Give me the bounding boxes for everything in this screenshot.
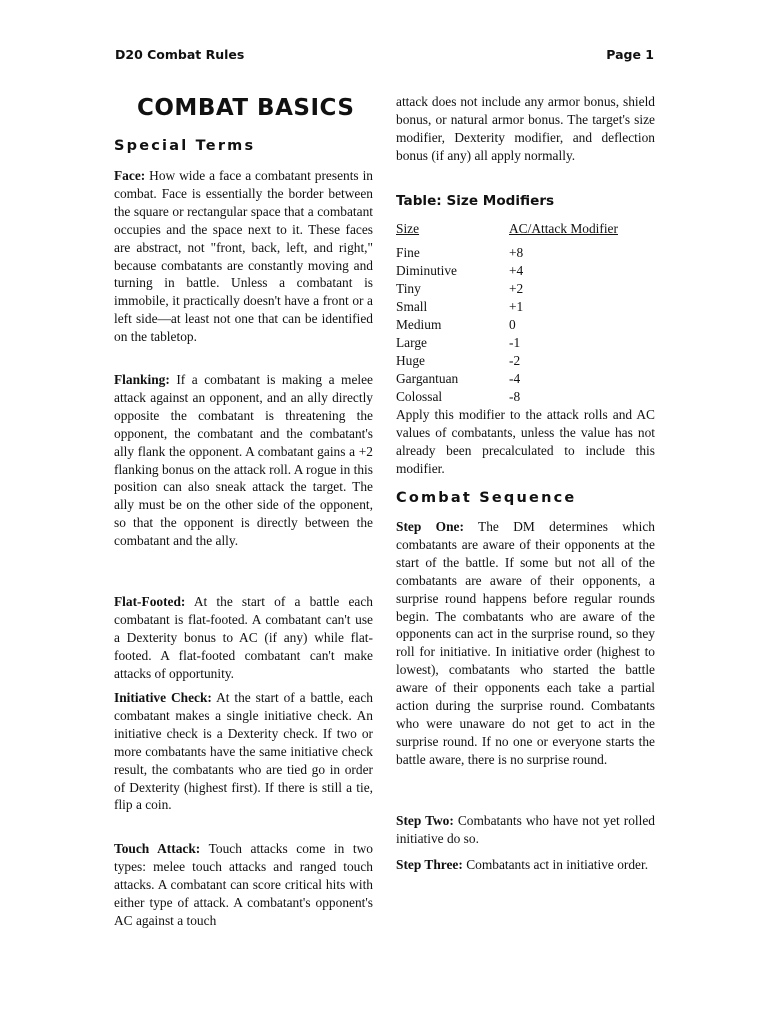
header-title: D20 Combat Rules: [115, 47, 245, 62]
initiative-paragraph: [114, 689, 373, 814]
table-row: Fine +8: [396, 245, 524, 260]
table-row: Small +1: [396, 299, 524, 314]
page-title: COMBAT BASICS: [137, 95, 355, 121]
table-row: Tiny +2: [396, 281, 524, 296]
face-term: Face:: [114, 168, 146, 183]
flanking-paragraph: [114, 371, 373, 550]
initiative-term: Initiative Check:: [114, 690, 212, 705]
size-table-note: Apply this modifier to the attack rolls and AC values of combatants, unless the value has not already been precalculated to include this modifier.: [396, 407, 655, 476]
size-modifier-table: [396, 220, 655, 406]
size-column-header: Size: [396, 221, 420, 236]
touch-attack-text: Touch attacks come in two types: melee touch attacks and ranged touch attacks. A combatant can score critical hits with either type of attack. A combatant's opponent's AC against a touch: [114, 841, 374, 928]
modifier-column-header: AC/Attack Modifier: [509, 221, 618, 236]
table-row: Colossal -8: [396, 389, 521, 404]
touch-attack-continued: attack does not include any armor bonus, shield bonus, or natural armor bonus. The target's size modifier, Dexterity modifier, and deflection bonus (if any) all apply normally.: [396, 94, 655, 163]
size-table-heading: Table: Size Modifiers: [396, 193, 555, 209]
table-header-row: [396, 220, 655, 238]
face-paragraph: [114, 167, 373, 346]
table-row: Gargantuan -4: [396, 371, 521, 386]
step-three-term: Step Three:: [396, 857, 463, 872]
step-one-paragraph: [396, 518, 655, 769]
flanking-text: If a combatant is making a melee attack against an opponent, and an ally directly opposite the combatant is threatening the opponent, the combatant and the combatant's ally flank the opponent. A combatant gains a +2 flanking bonus on the attack roll. A rogue in this position can also sneak attack the target. The ally must be on the other side of the opponent, so that the opponent is directly between the combatant and the ally.: [114, 372, 373, 549]
touch-attack-paragraph: [114, 840, 373, 930]
step-two-term: Step Two:: [396, 813, 454, 828]
table-row: Medium 0: [396, 317, 516, 332]
step-three-paragraph: [396, 856, 655, 874]
flat-footed-paragraph: [114, 593, 373, 683]
table-row: Diminutive +4: [396, 263, 524, 278]
table-row: Huge -2: [396, 353, 521, 368]
face-text: How wide a face a combatant presents in combat. Face is essentially the border between the square or rectangular space that a combatant occupies and the space next to it. These faces are abstract, not "front, back, left, and right," because combatants are constantly moving and turning in battle. Unless a combatant is immobile, it practically doesn't have a front or a left side—at least not one that can be identified on the tabletop.: [114, 168, 373, 345]
page-number: Page 1: [606, 47, 654, 62]
step-one-text: The DM determines which combatants are aware of their opponents at the start of the battle. If some but not all of the combatants are aware of their opponents, a surprise round happens before regular rounds begin. The combatants who are aware of the opponents can act in the surprise round, so they roll for initiative. In initiative order (highest to lowest), combatants who started the battle aware of their opponents each take a partial action during the surprise round. Combatants who were unaware do not get to act in the surprise round. If no one or everyone starts the battle aware, there is no surprise round.: [396, 519, 655, 767]
special-terms-heading: Special Terms: [114, 138, 256, 154]
combat-sequence-heading: Combat Sequence: [396, 490, 577, 506]
initiative-text: At the start of a battle, each combatant makes a single initiative check. An initiative check is a Dexterity check. If two or more combatants have the same initiative check result, the combatants who are tied go in order of Dexterity (highest first). If there is still a tie, flip a coin.: [114, 690, 373, 813]
flat-footed-text: At the start of a battle each combatant is flat-footed. A combatant can't use a Dexterity bonus to AC (if any) while flat-footed. A flat-footed combatant can't make attacks of opportunity.: [114, 594, 374, 681]
touch-attack-term: Touch Attack:: [114, 841, 201, 856]
step-two-paragraph: [396, 812, 655, 848]
step-one-term: Step One:: [396, 519, 464, 534]
step-three-text: Combatants act in initiative order.: [466, 857, 649, 872]
flat-footed-term: Flat-Footed:: [114, 594, 186, 609]
flanking-term: Flanking:: [114, 372, 170, 387]
table-row: Large -1: [396, 335, 521, 350]
step-two-text: Combatants who have not yet rolled initiative do so.: [396, 813, 655, 846]
